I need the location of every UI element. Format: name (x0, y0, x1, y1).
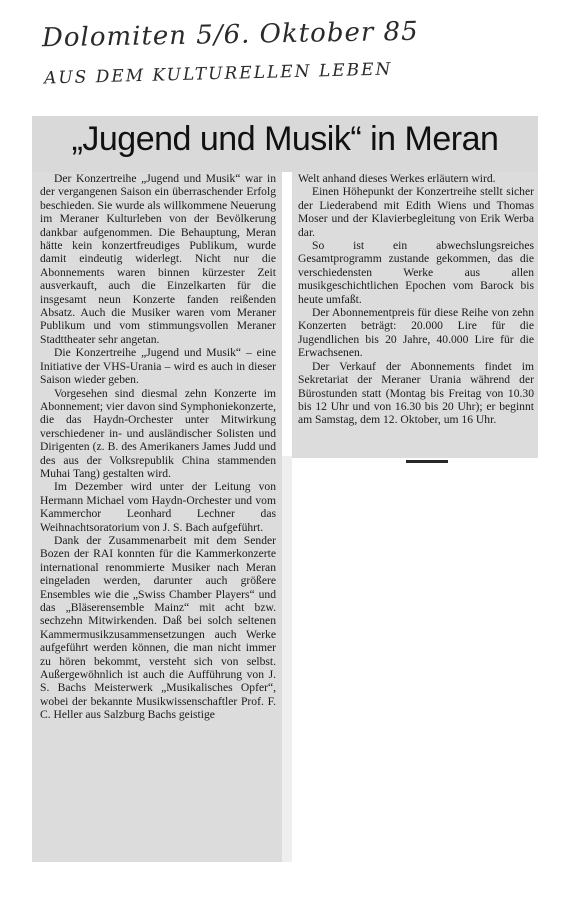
article-column-left (32, 172, 282, 862)
article-paragraph: So ist ein abwechslungsreiches Gesamtprogramm zustande gekommen, das die verschiedensten Werke aus allen musikgeschichtlichen Epochen vom Barock bis heute umfaßt. (298, 239, 534, 306)
article-paragraph: Der Verkauf der Abonnements findet im Sekretariat der Meraner Urania während der Bürostunden statt (Montag bis Freitag von 10.30 bis 12 Uhr und von 16.30 bis 20 Uhr); er beginnt am Samstag, dem 12. Oktober, um 16 Uhr. (298, 359, 534, 427)
article-paragraph: Dank der Zusammenarbeit mit dem Sender Bozen der RAI konnten für die Kammerkonzerte international renommierte Musiker nach Meran eingeladen werden, darunter auch größere Ensembles wie die „Swiss Chamber Players“ und das „Bläserensemble Mainz“ mit acht bzw. sechzehn Mitwirkenden. Daß bei solch seltenen Kammermusikzusammensetzungen auch Werke aufgeführt werden können, die man nicht immer zu hören bekommt, versteht sich von selbst. Außergewöhnlich ist auch die Aufführung von J. S. Bachs Meisterwerk „Musikalisches Opfer“, wobei der bekannte Musikwissenschaftler Prof. F. C. Heller aus Salzburg Bachs geistige (40, 533, 276, 722)
article-paragraph: Vorgesehen sind diesmal zehn Konzerte im Abonnement; vier davon sind Symphoniekonzerte, die das Haydn-Orchester unter Mitwirkung verschiedener in- und ausländischer Solisten und Dirigenten (z. B. des Amerikaners James Judd und des aus der Volksrepublik China stammenden Muhai Tang) gestalten wird. (40, 386, 277, 480)
article-column-right (292, 172, 538, 458)
column-gutter (282, 456, 292, 862)
headline-band (32, 116, 538, 172)
handwritten-source-note: Dolomiten 5/6. Oktober 85 (41, 16, 419, 54)
article-paragraph: Der Abonnementpreis für diese Reihe von zehn Konzerten beträgt: 20.000 Lire für die Jugendlichen bis 20 Jahre, 40.000 Lire für die Erwachsenen. (298, 306, 534, 360)
article-paragraph: Im Dezember wird unter der Leitung von Hermann Michael vom Haydn-Orchester und vom Kammerchor Leonhard Lechner das Weihnachtsoratorium von J. S. Bach aufgeführt. (40, 480, 276, 534)
handwritten-section-note: AUS DEM KULTURELLEN LEBEN (43, 59, 393, 89)
article-paragraph: Einen Höhepunkt der Konzertreihe stellt sicher der Liederabend mit Edith Wiens und Thomas Moser und der Klavierbegleitung von Erik Werba dar. (298, 185, 534, 239)
article-paragraph: Der Konzertreihe „Jugend und Musik“ war in der vergangenen Saison ein überraschender Erfolg beschieden. Sie wurde als willkommene Neuerung im Meraner Kulturleben von der Bevölkerung dankbar aufgenommen. Die Behauptung, Meran hätte kein konzertfreudiges Publikum, wurde damit eindeutig widerlegt. Nicht nur die Abonnements waren binnen kürzester Zeit ausverkauft, auch die Einzelkarten für die insgesamt neun Konzerte fanden reißenden Absatz. Auch die Musiker waren vom Meraner Publikum und vom stimmungsvollen Meraner Stadttheater sehr angetan. (40, 172, 276, 346)
article-end-rule (406, 460, 448, 463)
article-paragraph: Die Konzertreihe „Jugend und Musik“ – eine Initiative der VHS-Urania – wird es auch in dieser Saison wieder geben. (40, 346, 276, 387)
article-paragraph: Welt anhand dieses Werkes erläutern wird. (298, 172, 496, 185)
newspaper-clipping (26, 110, 538, 874)
article-headline: „Jugend und Musik“ in Meran (71, 120, 499, 158)
